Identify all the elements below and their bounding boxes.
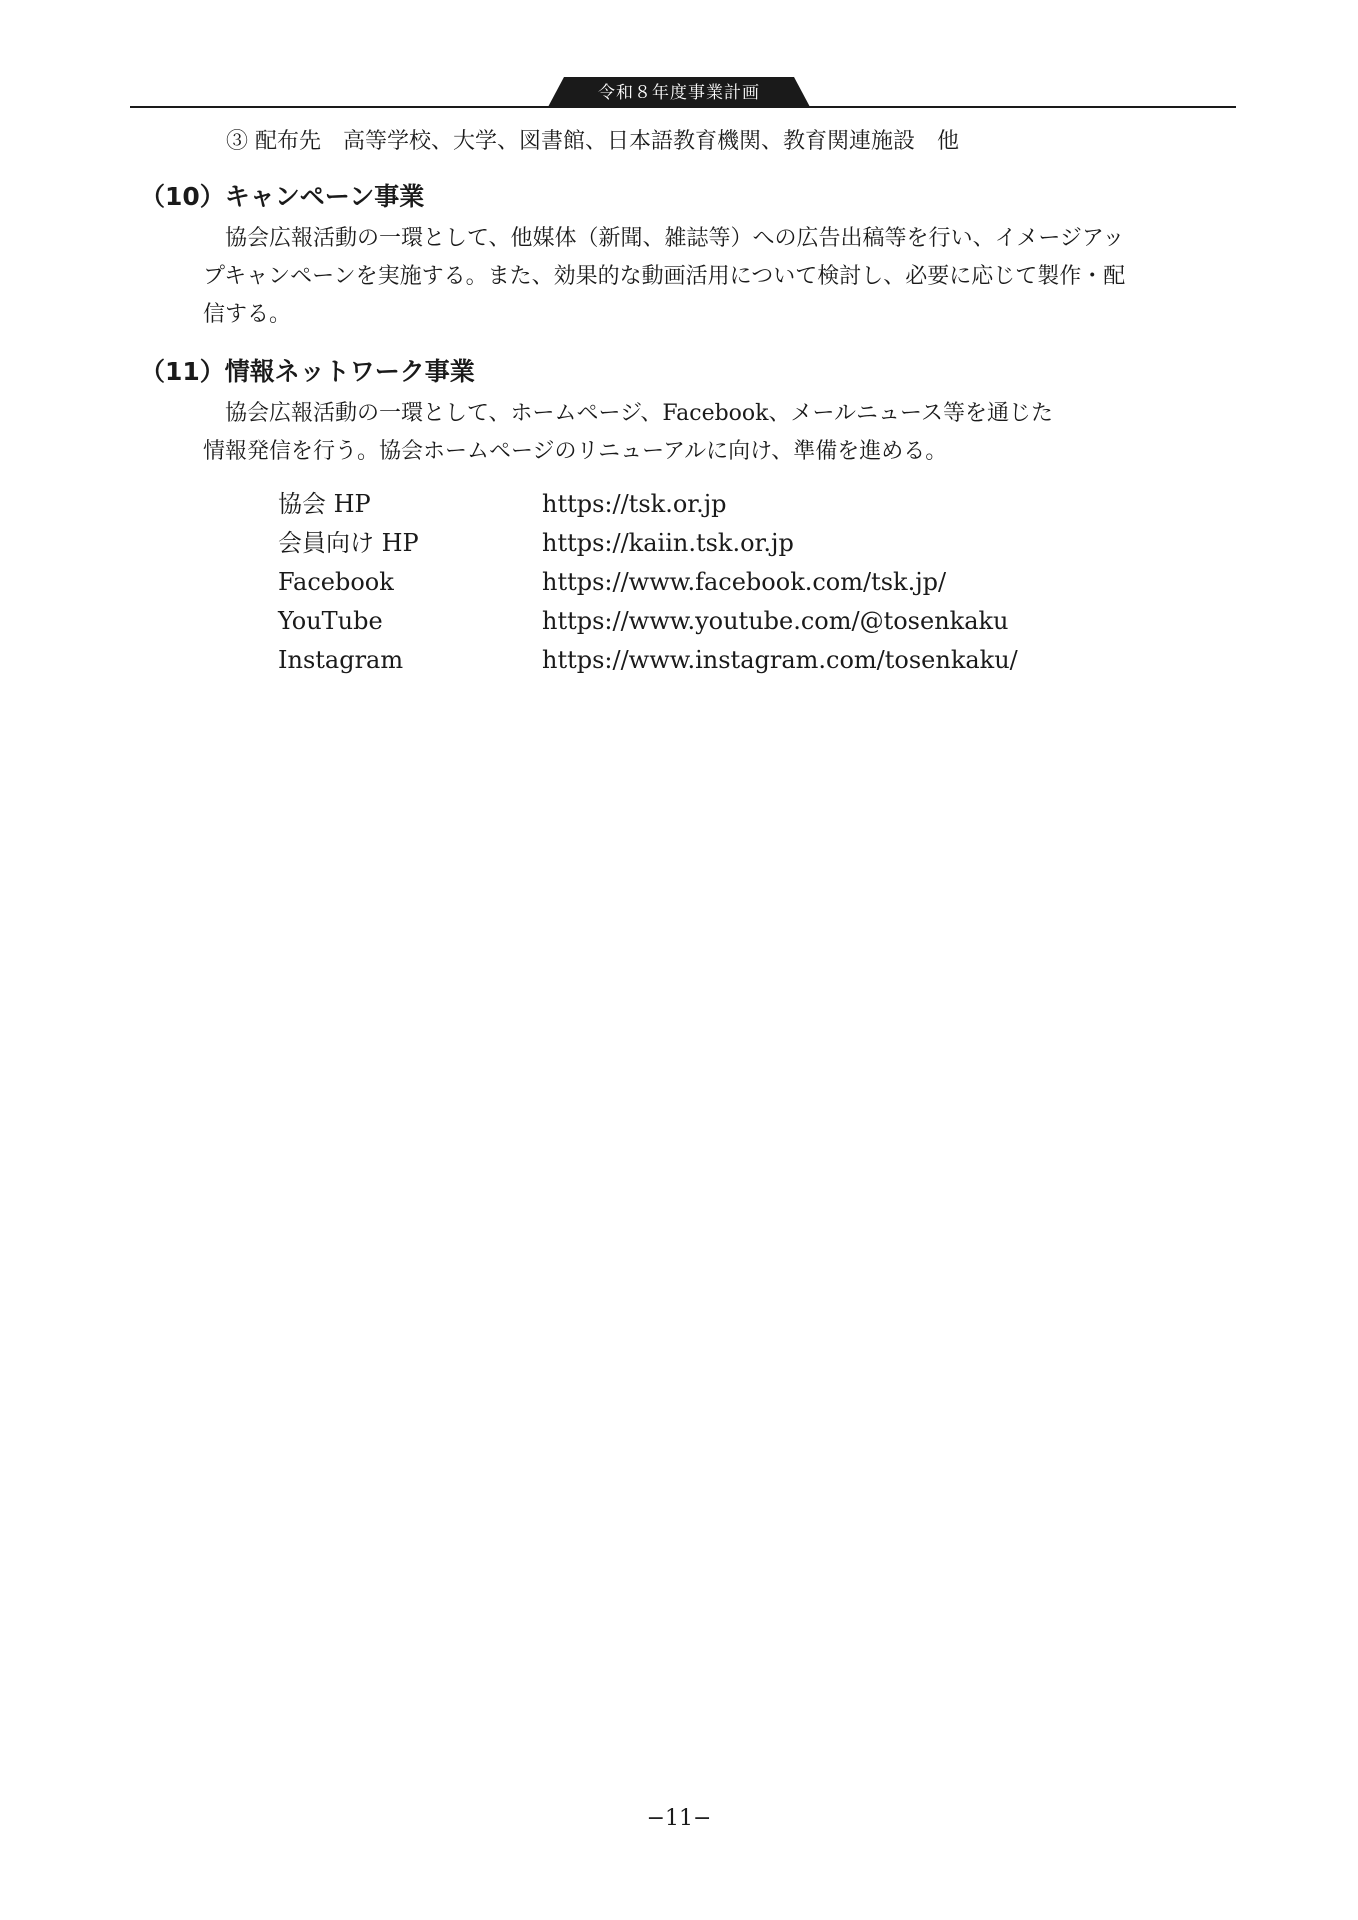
section-11-heading: （11）情報ネットワーク事業	[140, 357, 475, 386]
link-label: Facebook	[278, 568, 394, 596]
distribution-line: ③ 配布先 高等学校、大学、図書館、日本語教育機関、教育関連施設 他	[226, 129, 959, 154]
section-10-line: プキャンペーンを実施する。また、効果的な動画活用について検討し、必要に応じて製作・配	[203, 264, 1126, 289]
header-rule	[130, 106, 1236, 108]
link-url-facebook[interactable]: https://www.facebook.com/tsk.jp/	[542, 568, 947, 596]
section-11-body	[203, 395, 1233, 471]
link-label: 会員向け HP	[278, 529, 419, 557]
link-url-association-hp[interactable]: https://tsk.or.jp	[542, 490, 727, 518]
section-10-heading: （10）キャンペーン事業	[140, 182, 425, 211]
section-11-line: 情報発信を行う。協会ホームページのリニューアルに向け、準備を進める。	[203, 439, 948, 464]
header-title: 令和８年度事業計画	[598, 83, 760, 103]
section-10-line: 協会広報活動の一環として、他媒体（新聞、雑誌等）への広告出稿等を行い、イメージアッ	[203, 226, 1125, 251]
link-label: Instagram	[278, 646, 404, 674]
section-10-line: 信する。	[203, 302, 292, 327]
link-label: 協会 HP	[278, 490, 371, 518]
link-url-member-hp[interactable]: https://kaiin.tsk.or.jp	[542, 529, 794, 557]
link-url-youtube[interactable]: https://www.youtube.com/@tosenkaku	[542, 607, 1009, 635]
link-url-instagram[interactable]: https://www.instagram.com/tosenkaku/	[542, 646, 1018, 674]
link-label: YouTube	[278, 607, 383, 635]
section-10-body	[203, 220, 1233, 334]
page-number: −11−	[646, 1806, 712, 1831]
section-11-line: 協会広報活動の一環として、ホームページ、Facebook、メールニュース等を通じた	[203, 401, 1053, 426]
